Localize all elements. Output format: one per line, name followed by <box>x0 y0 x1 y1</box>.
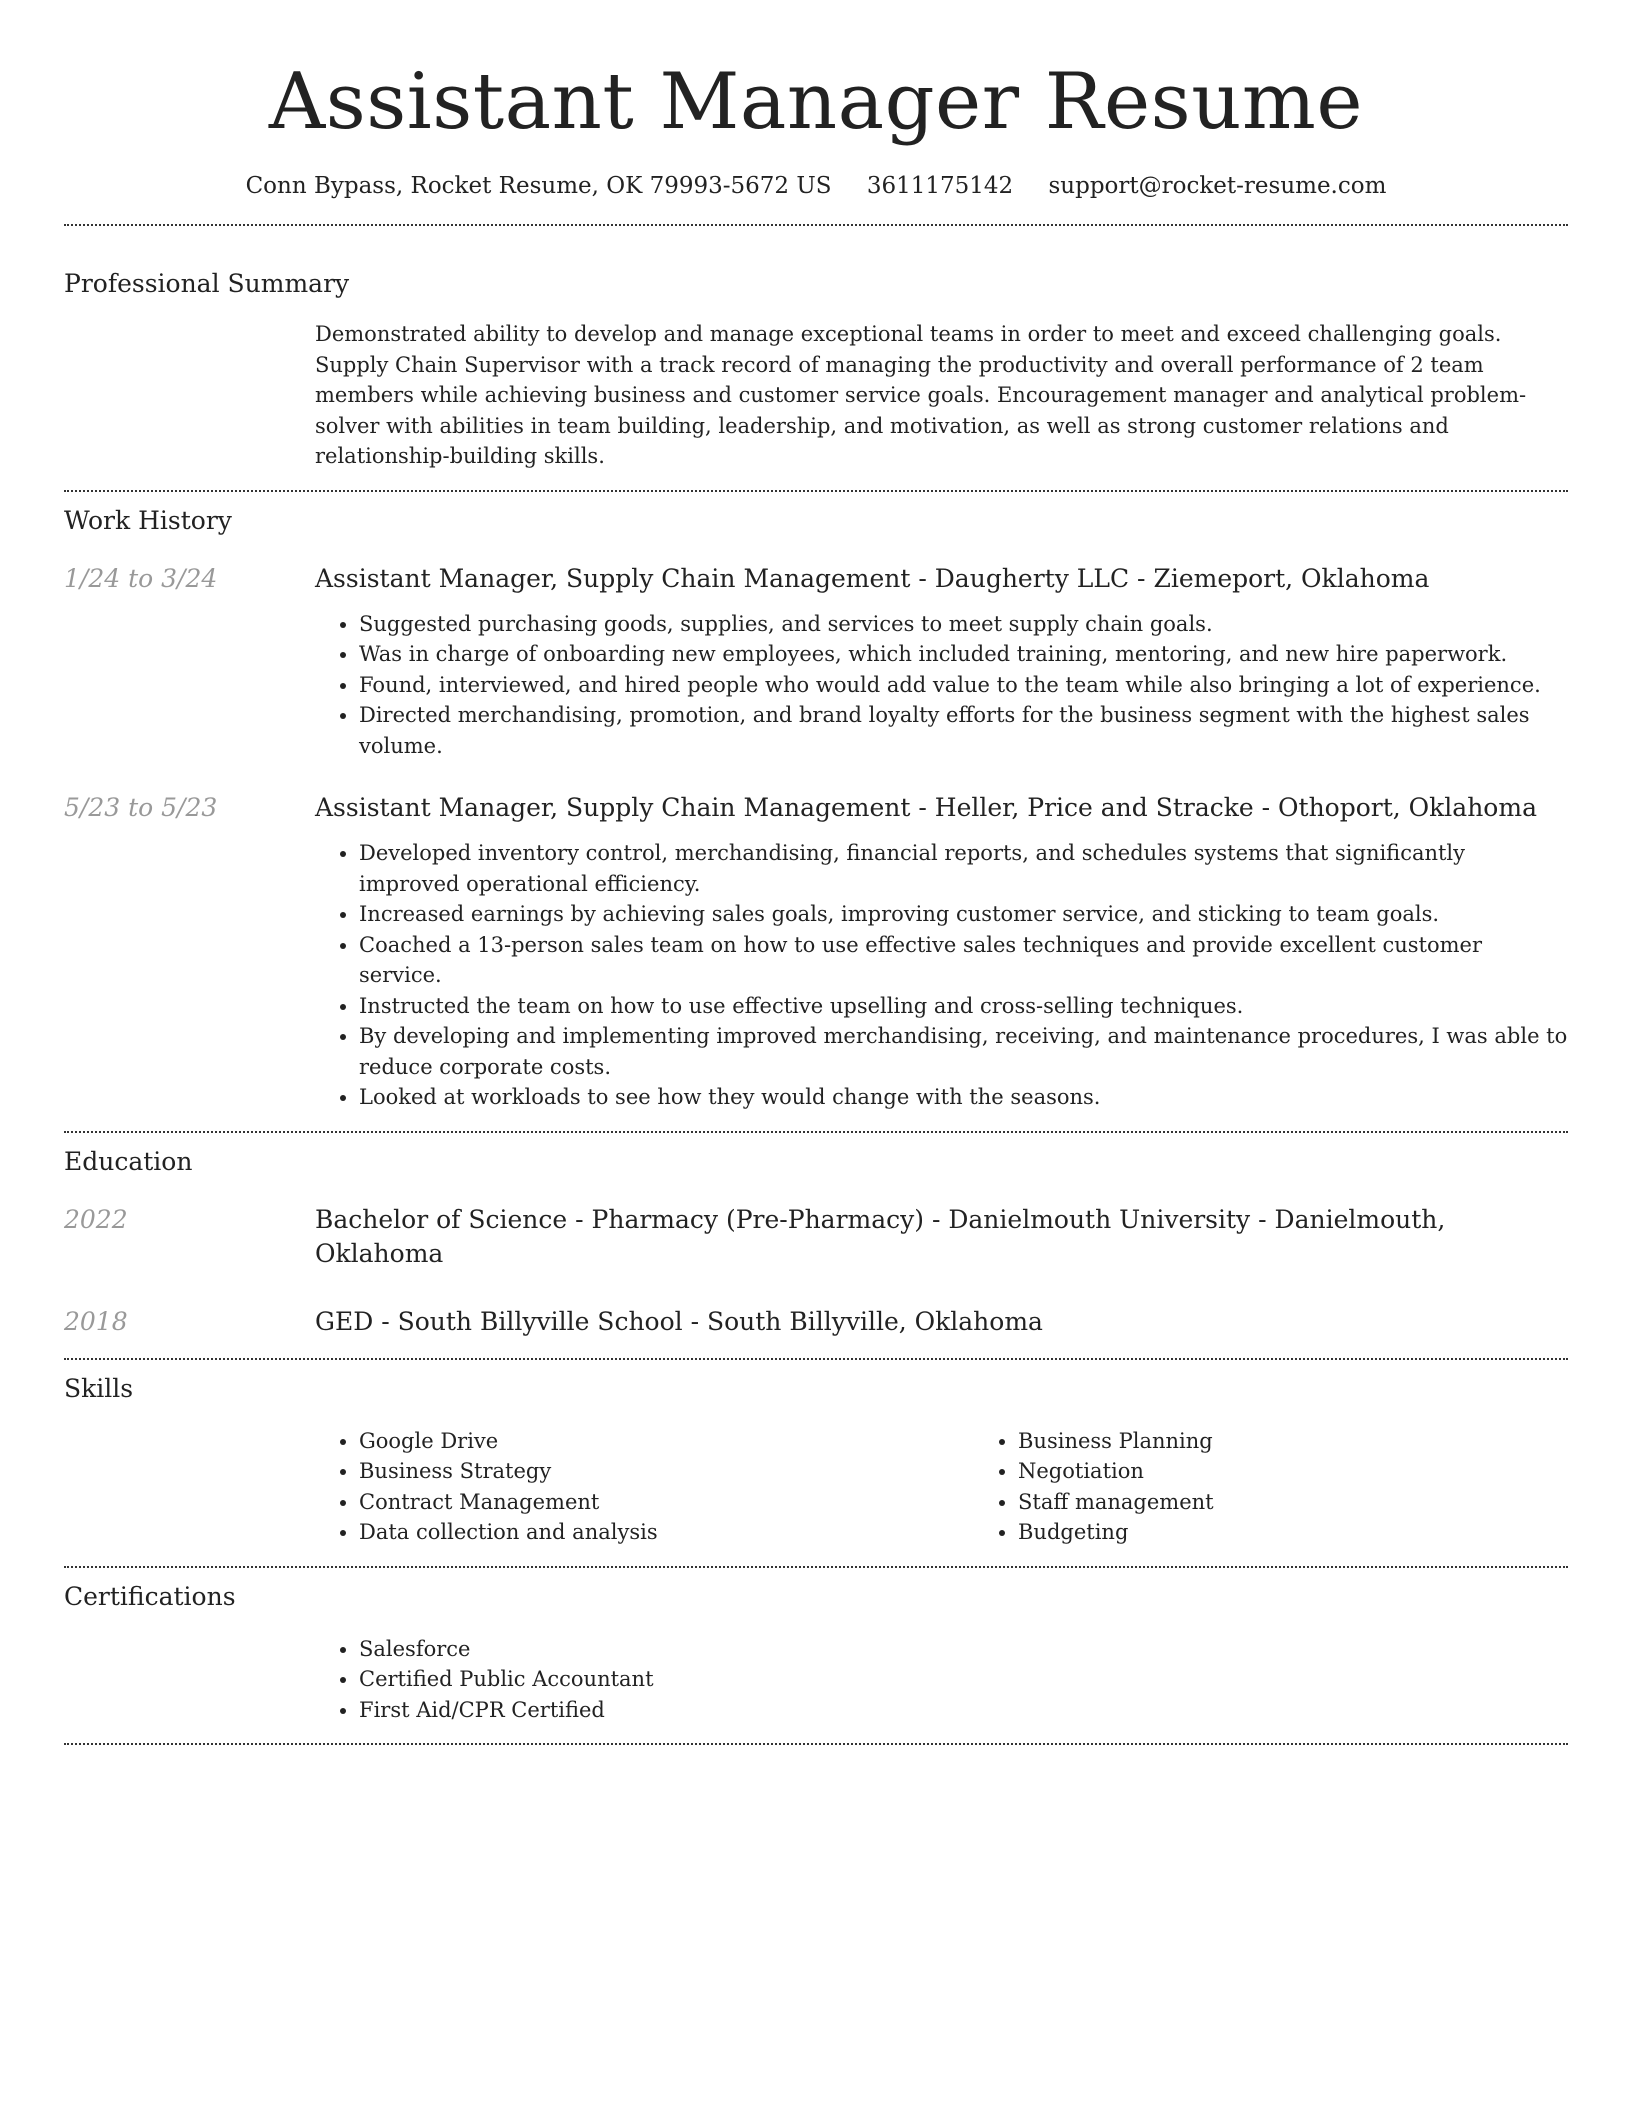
education-year: 2018 <box>64 1306 128 1336</box>
resume-title: Assistant Manager Resume <box>268 57 1364 147</box>
certifications-row <box>64 1634 1568 1726</box>
list-item: • Coached a 13-person sales team on how to use effective sales techniques and provide excellent customer service. <box>359 930 1568 991</box>
education-year: 2022 <box>64 1204 128 1234</box>
job-title: Assistant Manager, Supply Chain Management - Heller, Price and Stracke - Othoport, Oklahoma <box>315 793 1537 822</box>
education-entry <box>64 1203 1568 1271</box>
job-dates: 1/24 to 3/24 <box>64 563 218 593</box>
section-heading-skills: Skills <box>64 1373 134 1403</box>
list-item: • Business Strategy <box>359 1456 974 1487</box>
list-item: • Business Planning <box>1018 1426 1632 1457</box>
certifications-list <box>315 1634 1568 1726</box>
section-heading-education: Education <box>64 1146 193 1176</box>
job-bullets <box>315 838 1568 1113</box>
contact-phone: 3611175142 <box>866 173 1014 199</box>
list-item: • First Aid/CPR Certified <box>359 1695 1568 1726</box>
list-item: • Developed inventory control, merchandising, financial reports, and schedules systems that significantly improved operational efficiency. <box>359 838 1568 899</box>
job-dates: 5/23 to 5/23 <box>64 793 218 822</box>
divider <box>64 1743 1568 1745</box>
list-item: • Negotiation <box>1018 1456 1632 1487</box>
divider <box>64 224 1568 226</box>
list-item: • Certified Public Accountant <box>359 1664 1568 1695</box>
skills-list-left <box>315 1426 974 1548</box>
list-item: • Contract Management <box>359 1487 974 1518</box>
summary-text: Demonstrated ability to develop and manage exceptional teams in order to meet and exceed challenging goals. Supply Chain Supervisor with a track record of managing the productivity and overall performance of 2 team members while achieving business and customer service goals. Encouragement manager and analytical problem-solver with abilities in team building, leadership, and motivation, as well as strong customer relations and relationship-building skills. <box>315 322 1527 468</box>
list-item: • Was in charge of onboarding new employees, which included training, mentoring, and new hire paperwork. <box>359 639 1568 670</box>
list-item: • Salesforce <box>359 1634 1568 1665</box>
list-item: • Found, interviewed, and hired people who would add value to the team while also bringing a lot of experience. <box>359 670 1568 701</box>
skills-list-right <box>974 1426 1632 1548</box>
resume-page <box>64 0 1568 1745</box>
list-item: • Increased earnings by achieving sales goals, improving customer service, and sticking to team goals. <box>359 899 1568 930</box>
job-entry <box>64 791 1568 1113</box>
divider <box>64 490 1568 492</box>
summary-row <box>64 319 1568 472</box>
job-entry <box>64 562 1568 762</box>
section-heading-summary: Professional Summary <box>64 269 350 298</box>
education-title: Bachelor of Science - Pharmacy (Pre-Pharmacy) - Danielmouth University - Danielmouth, Oklahoma <box>315 1204 1446 1268</box>
contact-email[interactable]: support@rocket-resume.com <box>1048 173 1387 199</box>
divider <box>64 1131 1568 1133</box>
contact-line <box>64 170 1568 202</box>
skills-row <box>64 1426 1568 1548</box>
list-item: • Google Drive <box>359 1426 974 1457</box>
list-item: • Directed merchandising, promotion, and brand loyalty efforts for the business segment with the highest sales volume. <box>359 700 1568 761</box>
job-bullets <box>315 609 1568 762</box>
list-item: • Looked at workloads to see how they would change with the seasons. <box>359 1082 1568 1113</box>
job-title: Assistant Manager, Supply Chain Management - Daugherty LLC - Ziemeport, Oklahoma <box>315 563 1430 593</box>
list-item: • Instructed the team on how to use effective upselling and cross-selling techniques. <box>359 991 1568 1022</box>
education-title: GED - South Billyville School - South Billyville, Oklahoma <box>315 1306 1043 1336</box>
list-item: • Suggested purchasing goods, supplies, and services to meet supply chain goals. <box>359 609 1568 640</box>
list-item: • Staff management <box>1018 1487 1632 1518</box>
list-item: • By developing and implementing improved merchandising, receiving, and maintenance procedures, I was able to reduce corporate costs. <box>359 1021 1568 1082</box>
list-item: • Data collection and analysis <box>359 1517 974 1548</box>
contact-address: Conn Bypass, Rocket Resume, OK 79993-5672 US <box>245 173 832 199</box>
education-entry <box>64 1305 1568 1339</box>
divider <box>64 1566 1568 1568</box>
list-item: • Budgeting <box>1018 1517 1632 1548</box>
section-heading-certifications: Certifications <box>64 1581 236 1611</box>
divider <box>64 1358 1568 1360</box>
section-heading-work: Work History <box>64 505 232 535</box>
